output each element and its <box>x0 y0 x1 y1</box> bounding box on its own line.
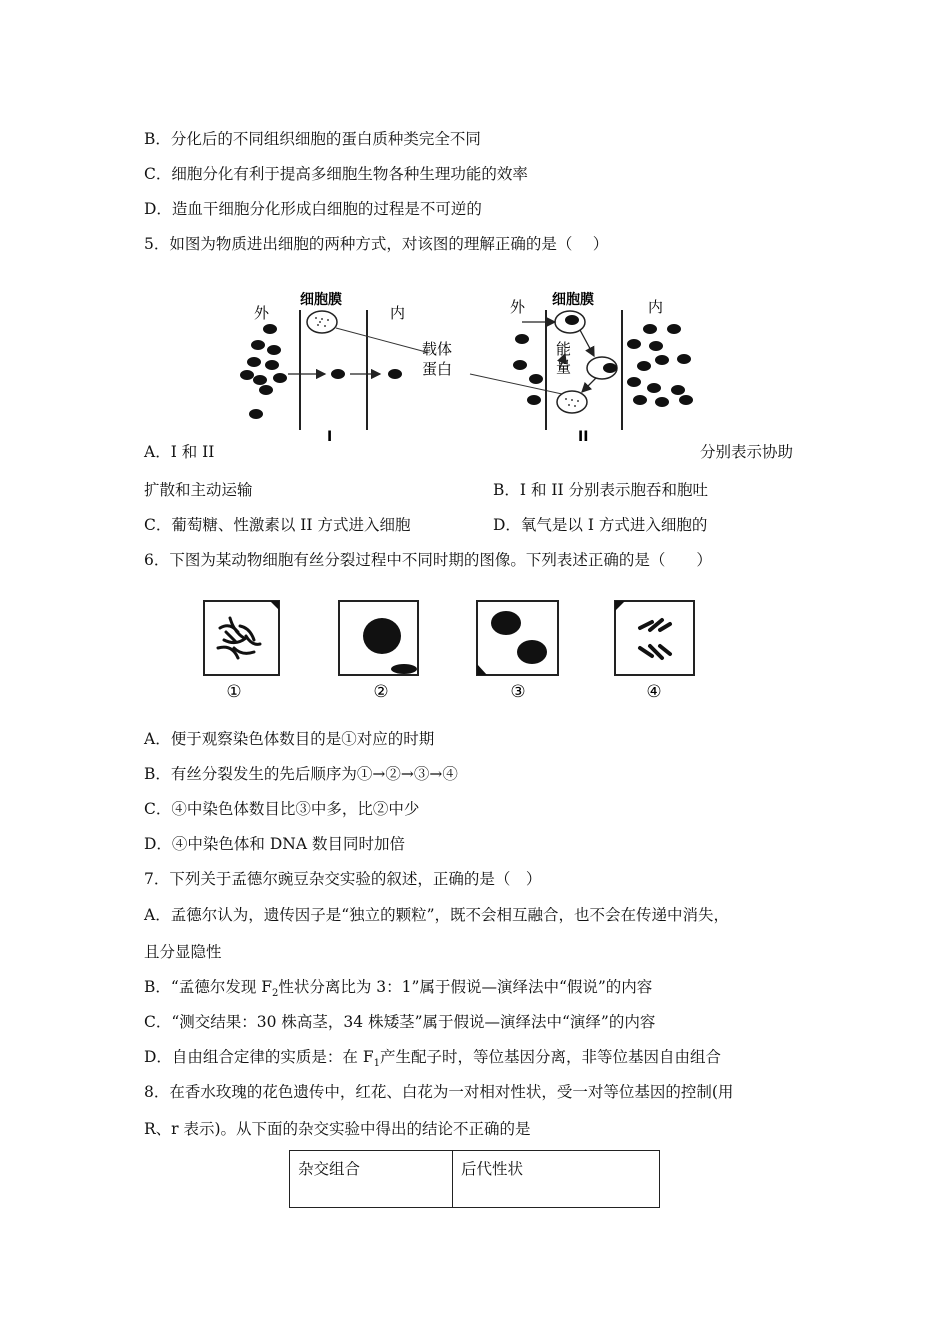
energy-label-line2: 量 <box>556 358 572 376</box>
cell-label-4: ④ <box>646 682 662 702</box>
table-header-cross: 杂交组合 <box>290 1151 453 1208</box>
hybrid-table <box>289 1150 660 1208</box>
cell-label-3: ③ <box>510 682 526 702</box>
q7-option-c: C．“测交结果：30 株高茎，34 株矮茎”属于假说—演绎法中“演绎”的内容 <box>144 1013 656 1031</box>
membrane-transport-figure <box>230 282 700 444</box>
right-inner-label: 内 <box>648 298 664 316</box>
left-outside-molecules <box>240 324 287 419</box>
q5-option-c: C．葡萄糖、性激素以 II 方式进入细胞 <box>144 516 411 534</box>
q7-option-d: D．自由组合定律的实质是：在 $F_1$产生配子时，等位基因分离，非等位基因自由组合 <box>144 1048 722 1070</box>
left-membrane-label: 细胞膜 <box>300 292 342 308</box>
mitosis-figure <box>200 598 700 706</box>
q6-option-c: C．④中染色体数目比③中多，比②中少 <box>144 800 420 818</box>
q4-option-c: C．细胞分化有利于提高多细胞生物各种生理功能的效率 <box>144 165 528 183</box>
right-outside-molecules <box>513 334 543 405</box>
q5-option-d: D．氧气是以 I 方式进入细胞的 <box>493 516 708 534</box>
right-inside-molecules <box>627 324 693 407</box>
right-membrane-label: 细胞膜 <box>552 292 594 308</box>
label-II: II <box>578 429 589 444</box>
energy-label-line1: 能 <box>556 340 572 358</box>
q6-option-b: B．有丝分裂发生的先后顺序为①→②→③→④ <box>144 765 458 783</box>
table-header-offspring: 后代性状 <box>453 1151 660 1208</box>
q6-option-d: D．④中染色体和 DNA 数目同时加倍 <box>144 835 405 853</box>
cell-label-2: ② <box>373 682 389 702</box>
carrier-label-line2: 蛋白 <box>422 360 453 378</box>
cell-panel-3 <box>477 601 558 675</box>
q4-option-d: D．造血干细胞分化形成白细胞的过程是不可逆的 <box>144 200 482 218</box>
carrier-label-line1: 载体 <box>422 340 453 358</box>
label-I: I <box>327 429 333 444</box>
cell-panel-4 <box>615 601 694 675</box>
q5-option-a-end: 分别表示协助 <box>700 443 794 461</box>
q7-stem: 7．下列关于孟德尔豌豆杂交实验的叙述，正确的是（ ） <box>144 870 542 888</box>
table-header-row <box>290 1151 660 1208</box>
q6-option-a: A．便于观察染色体数目的是①对应的时期 <box>144 730 435 748</box>
q5-option-b: B．I 和 II 分别表示胞吞和胞吐 <box>493 481 709 499</box>
q5-stem: 5．如图为物质进出细胞的两种方式，对该图的理解正确的是（ ） <box>144 235 609 253</box>
q5-option-a-start: A．I 和 II <box>144 443 215 461</box>
cell-label-1: ① <box>226 682 242 702</box>
left-outer-label: 外 <box>254 304 270 322</box>
q7-option-a-cont: 且分显隐性 <box>144 943 222 961</box>
left-inner-label: 内 <box>390 304 406 322</box>
q8-stem: 8．在香水玫瑰的花色遗传中，红花、白花为一对相对性状，受一对等位基因的控制(用 <box>144 1083 734 1101</box>
right-outer-label: 外 <box>510 298 526 316</box>
q7-option-a: A．孟德尔认为，遗传因子是“独立的颗粒”，既不会相互融合，也不会在传递中消失， <box>144 906 730 924</box>
q6-stem: 6．下图为某动物细胞有丝分裂过程中不同时期的图像。下列表述正确的是（ ） <box>144 551 712 569</box>
q5-option-a-cont: 扩散和主动运输 <box>144 481 253 499</box>
q8-stem-cont: R、r 表示)。从下面的杂交实验中得出的结论不正确的是 <box>144 1120 531 1138</box>
q7-option-b: B．“孟德尔发现 $F_2$性状分离比为 3：1”属于假说—演绎法中“假说”的内容 <box>144 978 653 1000</box>
left-carrier-protein <box>307 311 337 333</box>
q4-option-b: B．分化后的不同组织细胞的蛋白质种类完全不同 <box>144 130 481 148</box>
